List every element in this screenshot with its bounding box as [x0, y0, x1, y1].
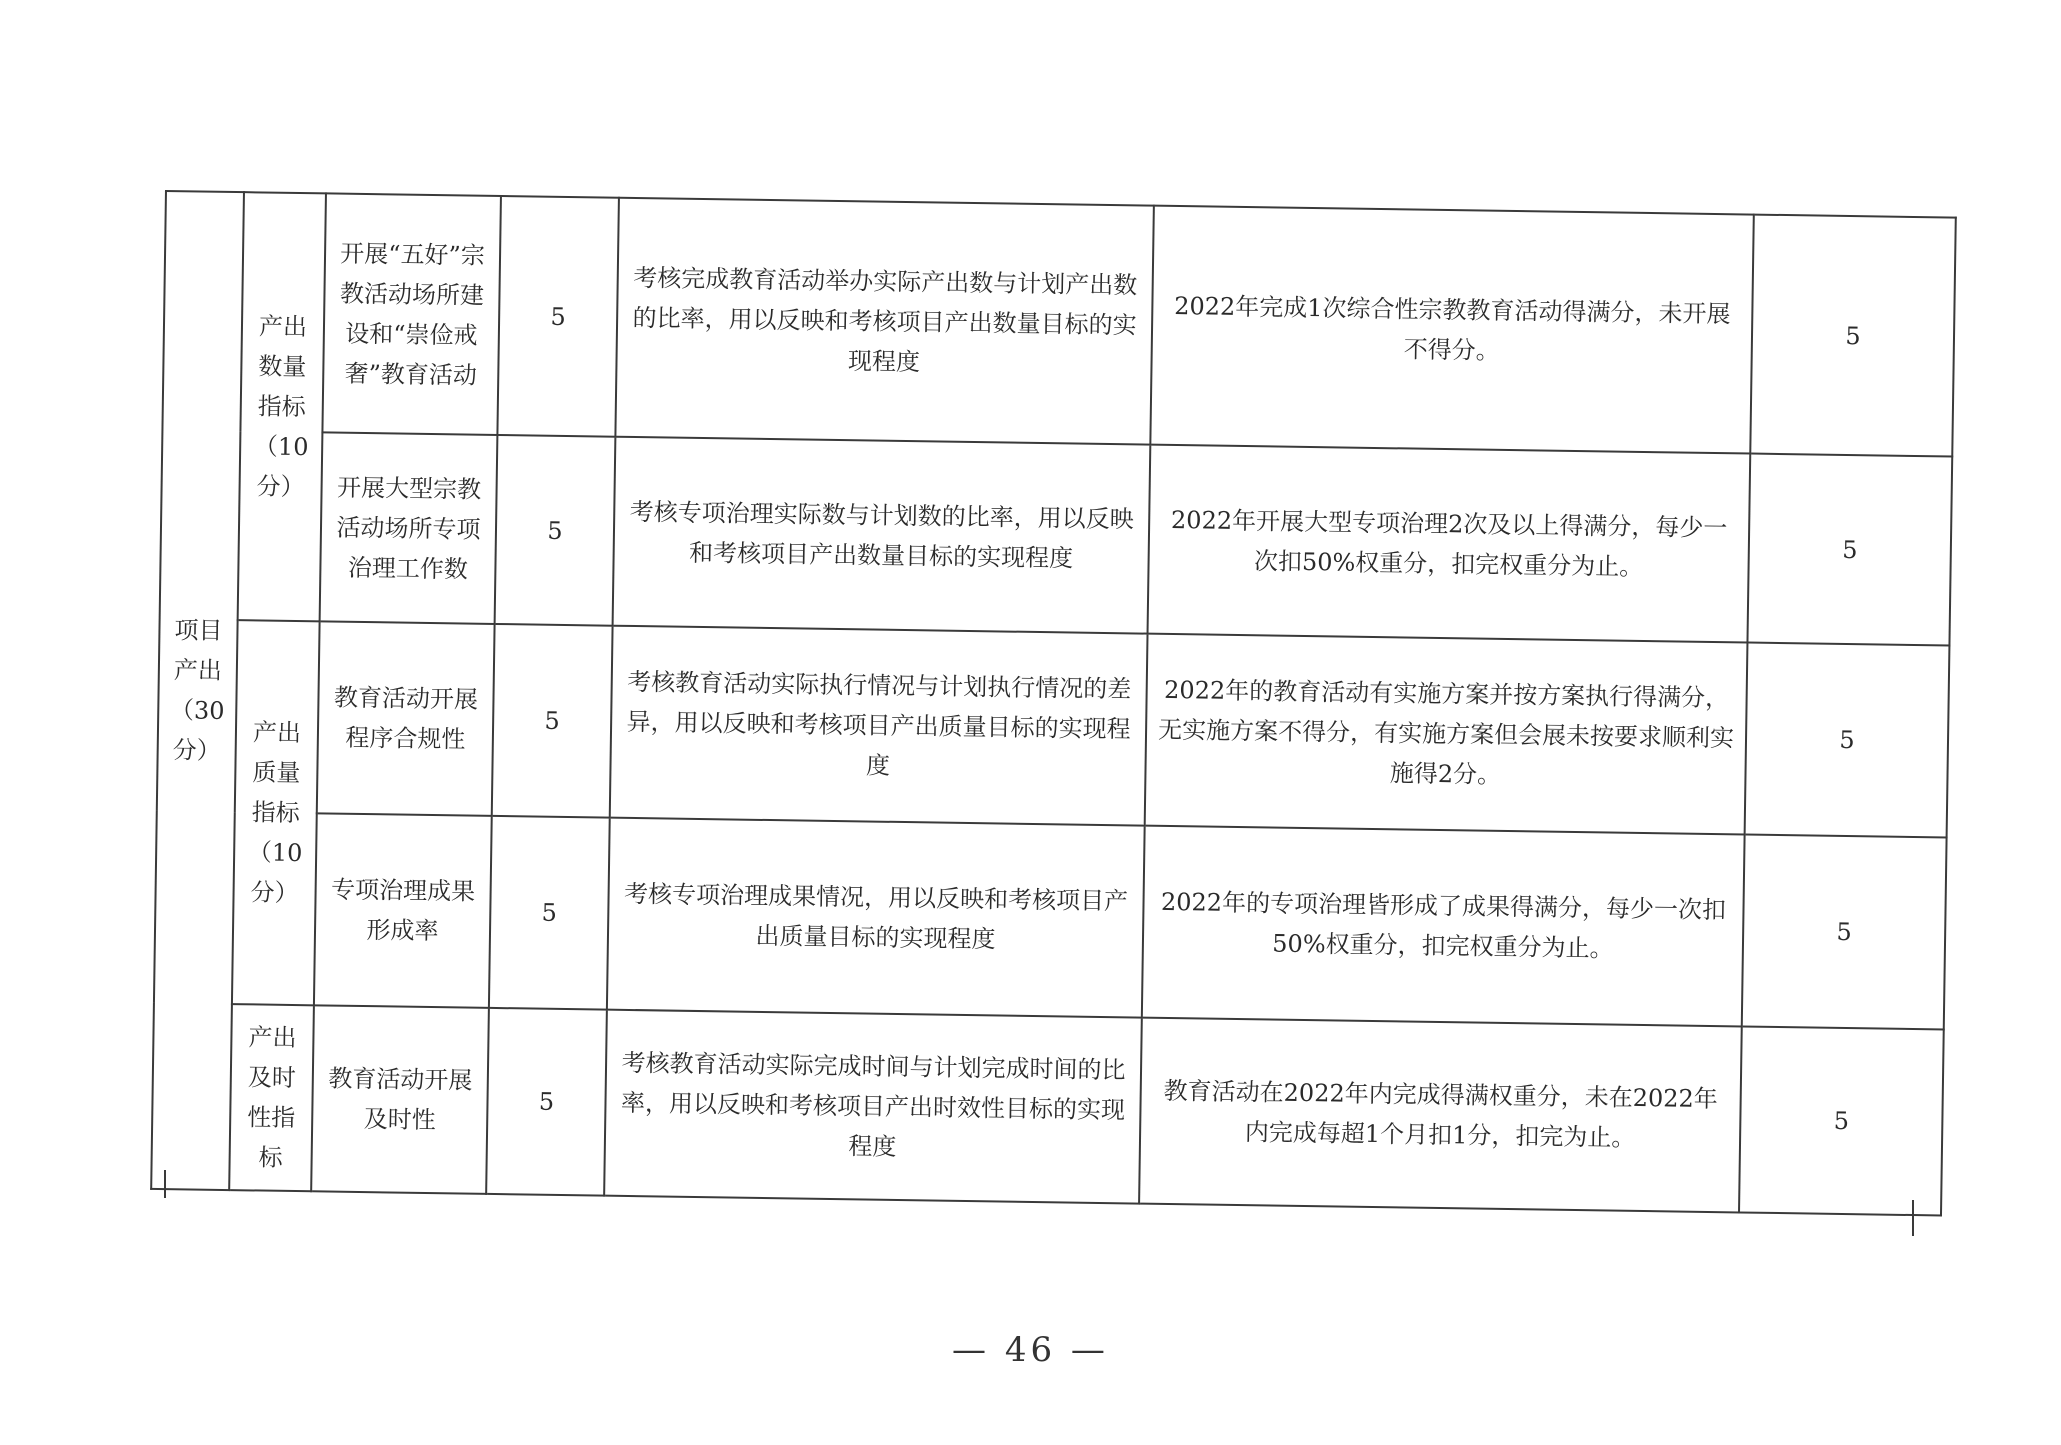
- table-row: [162, 191, 1955, 457]
- table-row: [157, 619, 1950, 838]
- indicator-cell: 专项治理成果形成率: [314, 813, 492, 1008]
- table-row: [154, 811, 1947, 1030]
- description-cell: 考核完成教育活动举办实际产出数与计划产出数的比率，用以反映和考核项目产出数量目标的实现程度: [615, 198, 1153, 445]
- score-cell: 5: [1745, 643, 1950, 838]
- standard-cell: 2022年的专项治理皆形成了成果得满分，每少一次扣50%权重分，扣完权重分为止。: [1142, 826, 1745, 1027]
- performance-evaluation-table: [150, 190, 1957, 1216]
- weight-cell: 5: [497, 196, 619, 437]
- weight-cell: 5: [495, 435, 616, 626]
- table-row: [151, 1003, 1944, 1216]
- standard-cell: 2022年开展大型专项治理2次及以上得满分，每少一次扣50%权重分，扣完权重分为止。: [1148, 445, 1751, 643]
- category-cell: 项目产出（30分）: [151, 191, 244, 1190]
- standard-cell: 2022年完成1次综合性宗教教育活动得满分，未开展不得分。: [1150, 206, 1753, 454]
- score-cell: 5: [1750, 215, 1956, 457]
- page-number: — 46 —: [952, 1330, 1109, 1370]
- standard-cell: 2022年的教育活动有实施方案并按方案执行得满分，无实施方案不得分，有实施方案但会展未按要求顺利实施得2分。: [1145, 634, 1748, 835]
- table-right-border-extension: [1912, 1200, 1914, 1236]
- score-cell: 5: [1742, 835, 1947, 1030]
- description-cell: 考核教育活动实际完成时间与计划完成时间的比率，用以反映和考核项目产出时效性目标的实现程度: [604, 1010, 1142, 1204]
- table-left-border-extension: [164, 1170, 166, 1198]
- description-cell: 考核教育活动实际执行情况与计划执行情况的差异，用以反映和考核项目产出质量目标的实现程度: [610, 626, 1148, 826]
- indicator-cell: 开展大型宗教活动场所专项治理工作数: [320, 432, 498, 624]
- table-row: [160, 430, 1953, 646]
- weight-cell: 5: [486, 1008, 607, 1196]
- description-cell: 考核专项治理成果情况，用以反映和考核项目产出质量目标的实现程度: [607, 818, 1145, 1018]
- weight-cell: 5: [492, 624, 613, 818]
- score-cell: 5: [1739, 1026, 1944, 1215]
- indicator-cell: 教育活动开展程序合规性: [317, 621, 495, 816]
- indicator-cell: 开展“五好”宗教活动场所建设和“崇俭戒奢”教育活动: [322, 193, 501, 435]
- score-cell: 5: [1747, 454, 1952, 646]
- subgroup-cell-quality: 产出质量指标（10分）: [232, 620, 320, 1005]
- indicator-cell: 教育活动开展及时性: [311, 1005, 489, 1194]
- table-container: [150, 190, 1955, 1216]
- subgroup-cell-quantity: 产出数量指标（10分）: [238, 192, 326, 621]
- subgroup-cell-timeliness: 产出及时性指标: [229, 1004, 314, 1191]
- weight-cell: 5: [489, 816, 610, 1010]
- description-cell: 考核专项治理实际数与计划数的比率，用以反映和考核项目产出数量目标的实现程度: [613, 437, 1151, 634]
- standard-cell: 教育活动在2022年内完成得满权重分，未在2022年内完成每超1个月扣1分，扣完为止。: [1139, 1018, 1742, 1213]
